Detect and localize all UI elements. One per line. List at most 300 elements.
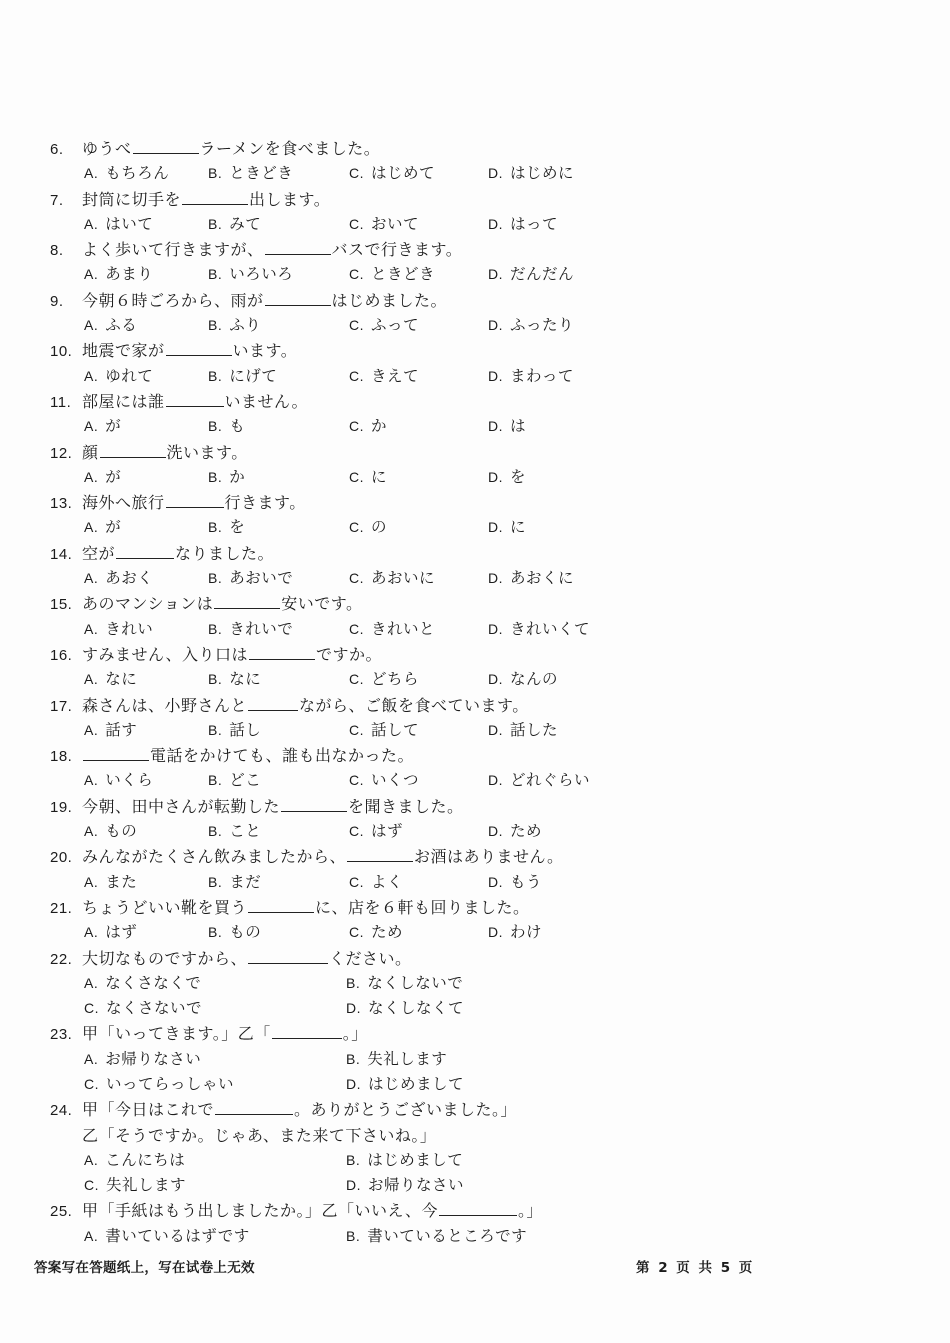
option-text: きれいと	[371, 619, 436, 638]
stem-text: はじめました。	[331, 290, 448, 310]
option-text: もちろん	[105, 164, 170, 183]
option-label: D.	[488, 823, 503, 840]
answer-option	[84, 515, 121, 537]
question-item	[50, 743, 910, 794]
option-text: きれい	[105, 619, 154, 638]
option-text: ため	[371, 923, 404, 942]
option-text: 話した	[510, 720, 559, 739]
stem-text: に、店を６軒も回りました。	[315, 897, 530, 917]
question-stem	[50, 743, 910, 768]
option-label: A.	[84, 772, 99, 789]
option-label: A.	[84, 924, 99, 941]
option-text: よく	[371, 872, 404, 891]
question-item	[50, 693, 910, 744]
answer-blank	[116, 543, 174, 559]
question-number: 16.	[50, 646, 73, 664]
question-stem	[50, 1198, 910, 1223]
question-stem	[50, 541, 910, 566]
stem-text: を聞きました。	[348, 796, 464, 816]
question-item	[50, 794, 910, 845]
answer-blank	[265, 239, 331, 255]
option-label: A.	[84, 468, 99, 485]
option-label: A.	[84, 721, 99, 738]
answer-option	[346, 996, 464, 1018]
option-label: D.	[488, 772, 503, 789]
question-stem	[50, 844, 910, 869]
stem-text: ですか。	[315, 644, 382, 664]
option-label: D.	[488, 418, 503, 435]
option-label: B.	[346, 1227, 361, 1244]
question-item	[50, 642, 910, 693]
option-row	[50, 1173, 910, 1198]
question-stem	[50, 338, 910, 363]
question-stem	[50, 895, 910, 920]
question-number: 21.	[50, 899, 73, 917]
option-label: C.	[349, 215, 364, 232]
answer-option	[84, 1173, 186, 1195]
stem-text: います。	[232, 341, 298, 361]
answer-option	[208, 212, 261, 234]
stem-text: 今朝６時ごろから、雨が	[82, 290, 264, 310]
option-text: あおいに	[371, 569, 436, 588]
answer-blank	[214, 593, 280, 609]
answer-option	[349, 819, 403, 841]
question-list	[50, 136, 910, 1249]
option-label: D.	[488, 165, 503, 182]
answer-option	[488, 212, 558, 234]
answer-option	[349, 718, 419, 740]
option-label: B.	[346, 1050, 361, 1067]
option-label: B.	[208, 570, 223, 587]
answer-option	[208, 819, 261, 841]
option-text: が	[105, 518, 122, 537]
option-text: なくさなくで	[105, 973, 202, 992]
option-row	[50, 465, 910, 490]
option-text: ため	[510, 822, 543, 841]
question-item	[50, 1021, 910, 1097]
answer-option	[208, 718, 261, 740]
option-row	[50, 262, 910, 287]
answer-option	[84, 768, 153, 790]
option-text: に	[371, 467, 388, 486]
option-label: D.	[488, 570, 503, 587]
option-text: いくら	[105, 771, 154, 790]
question-number: 19.	[50, 798, 73, 816]
option-row	[50, 718, 910, 743]
option-label: A.	[84, 570, 99, 587]
answer-option	[488, 465, 526, 487]
question-stem	[50, 1097, 910, 1122]
option-label: C.	[84, 1000, 99, 1017]
answer-option	[349, 313, 419, 335]
option-text: 書いているところです	[367, 1226, 528, 1245]
answer-option	[349, 515, 387, 537]
option-text: ときどき	[371, 265, 436, 284]
answer-option	[208, 870, 261, 892]
option-text: まだ	[229, 872, 262, 891]
question-stem	[50, 288, 910, 313]
stem-text: 行きます。	[224, 493, 306, 513]
question-item	[50, 1198, 910, 1249]
question-item	[50, 490, 910, 541]
stem-text: みんながたくさん飲みましたから、	[82, 847, 347, 867]
stem-text: なりました。	[175, 543, 275, 563]
option-text: お帰りなさい	[368, 1176, 465, 1195]
option-text: きれいくて	[510, 619, 591, 638]
option-text: も	[229, 417, 246, 436]
option-label: C.	[349, 620, 364, 637]
answer-option	[488, 515, 526, 537]
question-number: 20.	[50, 849, 73, 867]
option-text: ふって	[371, 316, 420, 335]
option-text: 話して	[371, 720, 420, 739]
answer-option	[208, 667, 261, 689]
option-label: B.	[208, 721, 223, 738]
answer-blank	[215, 1099, 293, 1115]
stem-text: お酒はありません。	[414, 847, 564, 867]
option-label: D.	[488, 519, 503, 536]
option-text: もの	[229, 923, 262, 942]
answer-blank	[166, 391, 224, 407]
stem-text: いません。	[224, 391, 308, 411]
question-stem	[50, 490, 910, 515]
option-text: きれいで	[229, 619, 294, 638]
answer-option	[488, 364, 574, 386]
answer-option	[346, 1047, 447, 1069]
answer-option	[349, 364, 419, 386]
option-label: A.	[84, 1151, 99, 1168]
option-text: あおいで	[229, 569, 294, 588]
option-row	[50, 920, 910, 945]
stem-text: 大切なものですから、	[82, 948, 248, 968]
option-label: C.	[349, 721, 364, 738]
question-stem	[50, 1021, 910, 1046]
answer-option	[84, 414, 121, 436]
option-label: B.	[208, 266, 223, 283]
option-text: わけ	[510, 923, 543, 942]
option-row	[50, 1072, 910, 1097]
option-text: もの	[105, 822, 138, 841]
question-number: 25.	[50, 1203, 73, 1221]
answer-option	[84, 364, 153, 386]
option-label: D.	[488, 924, 503, 941]
option-row	[50, 1148, 910, 1173]
answer-option	[349, 212, 419, 234]
stem-text: 部屋には誰	[82, 391, 165, 411]
answer-option	[346, 971, 463, 993]
option-label: C.	[349, 519, 364, 536]
stem-text: 封筒に切手を	[82, 189, 182, 209]
answer-option	[346, 1173, 464, 1195]
option-text: もう	[510, 872, 543, 891]
stem-text: 洗います。	[166, 442, 248, 462]
option-text: なに	[105, 670, 138, 689]
option-text: きえて	[371, 366, 420, 385]
answer-option	[349, 870, 403, 892]
answer-option	[488, 617, 590, 639]
option-label: A.	[84, 215, 99, 232]
stem-text: 空が	[82, 543, 116, 563]
answer-option	[349, 262, 435, 284]
question-number: 11.	[50, 393, 72, 411]
option-text: が	[105, 467, 122, 486]
answer-option	[488, 819, 542, 841]
answer-option	[84, 1072, 234, 1094]
answer-option	[488, 768, 590, 790]
answer-option	[349, 465, 387, 487]
stem-text: よく歩いて行きますが、	[82, 240, 264, 260]
option-text: みて	[229, 214, 262, 233]
option-row	[50, 161, 910, 186]
option-text: どれぐらい	[510, 771, 591, 790]
option-label: A.	[84, 367, 99, 384]
option-label: B.	[208, 165, 223, 182]
option-text: はいて	[105, 214, 154, 233]
answer-option	[84, 819, 137, 841]
option-label: D.	[488, 317, 503, 334]
answer-blank	[248, 948, 328, 964]
option-row	[50, 566, 910, 591]
option-label: C.	[349, 873, 364, 890]
option-label: A.	[84, 671, 99, 688]
question-stem	[50, 389, 910, 414]
option-text: なに	[229, 670, 262, 689]
option-label: C.	[349, 924, 364, 941]
option-text: 書いているはずです	[105, 1226, 250, 1245]
option-label: A.	[84, 620, 99, 637]
answer-option	[208, 161, 293, 183]
option-label: C.	[349, 823, 364, 840]
question-item	[50, 541, 910, 592]
answer-option	[84, 1224, 250, 1246]
option-text: あおく	[105, 569, 154, 588]
stem-text: 電話をかけても、誰も出なかった。	[150, 746, 415, 766]
question-item	[50, 338, 910, 389]
answer-blank	[133, 138, 199, 154]
question-stem-line2	[50, 1123, 910, 1148]
option-text: が	[105, 417, 122, 436]
option-text: なくしなくて	[368, 999, 465, 1018]
option-label: D.	[488, 215, 503, 232]
question-stem	[50, 136, 910, 161]
stem-text: 甲「いってきます。」乙「	[82, 1024, 271, 1044]
option-label: A.	[84, 1227, 99, 1244]
option-label: C.	[349, 367, 364, 384]
answer-blank	[249, 644, 315, 660]
stem-text: バスで行きます。	[331, 240, 463, 260]
option-text: に	[510, 518, 527, 537]
option-label: B.	[208, 468, 223, 485]
stem-text: あのマンションは	[82, 594, 214, 614]
option-text: おいて	[371, 214, 420, 233]
stem-text: 。」	[517, 1201, 543, 1221]
option-row	[50, 870, 910, 895]
option-label: C.	[349, 418, 364, 435]
answer-option	[488, 262, 574, 284]
answer-blank	[248, 897, 314, 913]
option-label: D.	[488, 468, 503, 485]
question-number: 7.	[50, 191, 64, 209]
question-number: 15.	[50, 596, 73, 614]
option-label: D.	[488, 367, 503, 384]
option-label: C.	[84, 1075, 99, 1092]
option-text: ゆれて	[105, 366, 154, 385]
answer-option	[208, 768, 261, 790]
option-text: の	[371, 518, 388, 537]
option-label: B.	[208, 317, 223, 334]
answer-option	[208, 364, 277, 386]
question-stem	[50, 642, 910, 667]
option-label: C.	[349, 772, 364, 789]
option-text: を	[229, 518, 246, 537]
stem-text: ください。	[329, 948, 412, 968]
option-row	[50, 515, 910, 540]
option-label: A.	[84, 418, 99, 435]
option-label: B.	[208, 772, 223, 789]
answer-option	[84, 212, 153, 234]
question-item	[50, 136, 910, 187]
option-row	[50, 1224, 910, 1249]
option-label: A.	[84, 974, 99, 991]
option-text: か	[371, 417, 388, 436]
answer-option	[84, 1047, 201, 1069]
option-text: どこ	[229, 771, 262, 790]
option-text: ふる	[105, 316, 138, 335]
stem-text: 今朝、田中さんが転勤した	[82, 796, 281, 816]
option-text: はじめて	[371, 164, 436, 183]
option-text: なくしないで	[367, 973, 464, 992]
stem-text: すみません、入り口は	[82, 644, 248, 664]
answer-option	[84, 667, 137, 689]
stem-text: 。」	[342, 1024, 368, 1044]
option-text: はじめに	[510, 164, 575, 183]
answer-option	[346, 1072, 464, 1094]
answer-option	[208, 465, 245, 487]
option-text: こんにちは	[105, 1150, 186, 1169]
question-number: 8.	[50, 242, 64, 260]
option-text: は	[510, 417, 527, 436]
answer-option	[349, 920, 403, 942]
option-row	[50, 313, 910, 338]
question-number: 6.	[50, 141, 64, 158]
answer-option	[488, 718, 558, 740]
question-number: 14.	[50, 545, 73, 563]
answer-option	[84, 465, 121, 487]
answer-option	[488, 414, 526, 436]
question-item	[50, 288, 910, 339]
answer-option	[84, 920, 137, 942]
page-number: 第 2 页 共 5 页	[636, 1260, 753, 1276]
question-number: 13.	[50, 495, 73, 513]
answer-option	[208, 313, 261, 335]
question-number: 23.	[50, 1026, 73, 1044]
option-text: お帰りなさい	[105, 1049, 202, 1068]
option-label: A.	[84, 873, 99, 890]
option-row	[50, 768, 910, 793]
answer-option	[208, 515, 245, 537]
question-item	[50, 1097, 910, 1198]
option-row	[50, 364, 910, 389]
option-text: なくさないで	[106, 999, 203, 1018]
option-text: にげて	[229, 366, 278, 385]
option-label: D.	[488, 620, 503, 637]
answer-option	[349, 617, 435, 639]
option-row	[50, 667, 910, 692]
option-label: D.	[488, 266, 503, 283]
option-label: A.	[84, 1050, 99, 1067]
option-text: まわって	[510, 366, 574, 385]
option-text: あおくに	[510, 569, 575, 588]
option-label: C.	[349, 468, 364, 485]
option-label: B.	[208, 215, 223, 232]
answer-option	[84, 313, 137, 335]
option-text: はず	[105, 923, 138, 942]
question-stem	[50, 946, 910, 971]
option-label: A.	[84, 266, 99, 283]
option-text: いってらっしゃい	[106, 1074, 235, 1093]
question-item	[50, 946, 910, 1022]
option-text: はじめまして	[368, 1074, 465, 1093]
option-text: なんの	[510, 670, 559, 689]
answer-option	[208, 920, 261, 942]
question-number: 22.	[50, 950, 73, 968]
option-text: ふったり	[510, 316, 575, 335]
option-label: C.	[349, 317, 364, 334]
question-stem	[50, 693, 910, 718]
option-row	[50, 414, 910, 439]
option-row	[50, 1047, 910, 1072]
answer-blank	[166, 492, 224, 508]
option-text: はじめまして	[367, 1150, 464, 1169]
option-label: B.	[208, 873, 223, 890]
option-label: B.	[346, 974, 361, 991]
answer-blank	[272, 1023, 342, 1039]
answer-option	[488, 566, 574, 588]
option-text: か	[229, 467, 246, 486]
option-label: C.	[349, 165, 364, 182]
option-row	[50, 996, 910, 1021]
answer-option	[488, 667, 558, 689]
stem-text: ちょうどいい靴を買う	[82, 897, 248, 917]
option-row	[50, 971, 910, 996]
stem-text: 海外へ旅行	[82, 493, 165, 513]
question-item	[50, 237, 910, 288]
option-text: また	[105, 872, 138, 891]
option-text: いくつ	[371, 771, 420, 790]
stem-text: 甲「今日はこれで	[82, 1100, 215, 1120]
stem-text: 乙「そうですか。じゃあ、また来て下さいね。」	[82, 1125, 437, 1145]
answer-option	[84, 718, 137, 740]
answer-option	[349, 414, 387, 436]
answer-option	[208, 414, 245, 436]
option-label: D.	[346, 1000, 361, 1017]
answer-blank	[248, 695, 298, 711]
stem-text: ラーメンを食べました。	[199, 139, 381, 158]
question-number: 24.	[50, 1102, 73, 1120]
option-label: B.	[208, 519, 223, 536]
question-number: 10.	[50, 343, 73, 361]
answer-option	[349, 566, 435, 588]
question-stem	[50, 440, 910, 465]
stem-text: 顔	[82, 442, 99, 462]
answer-option	[208, 617, 293, 639]
option-label: C.	[349, 266, 364, 283]
option-text: を	[510, 467, 527, 486]
option-row	[50, 617, 910, 642]
option-label: B.	[208, 367, 223, 384]
option-text: こと	[229, 822, 262, 841]
option-row	[50, 819, 910, 844]
